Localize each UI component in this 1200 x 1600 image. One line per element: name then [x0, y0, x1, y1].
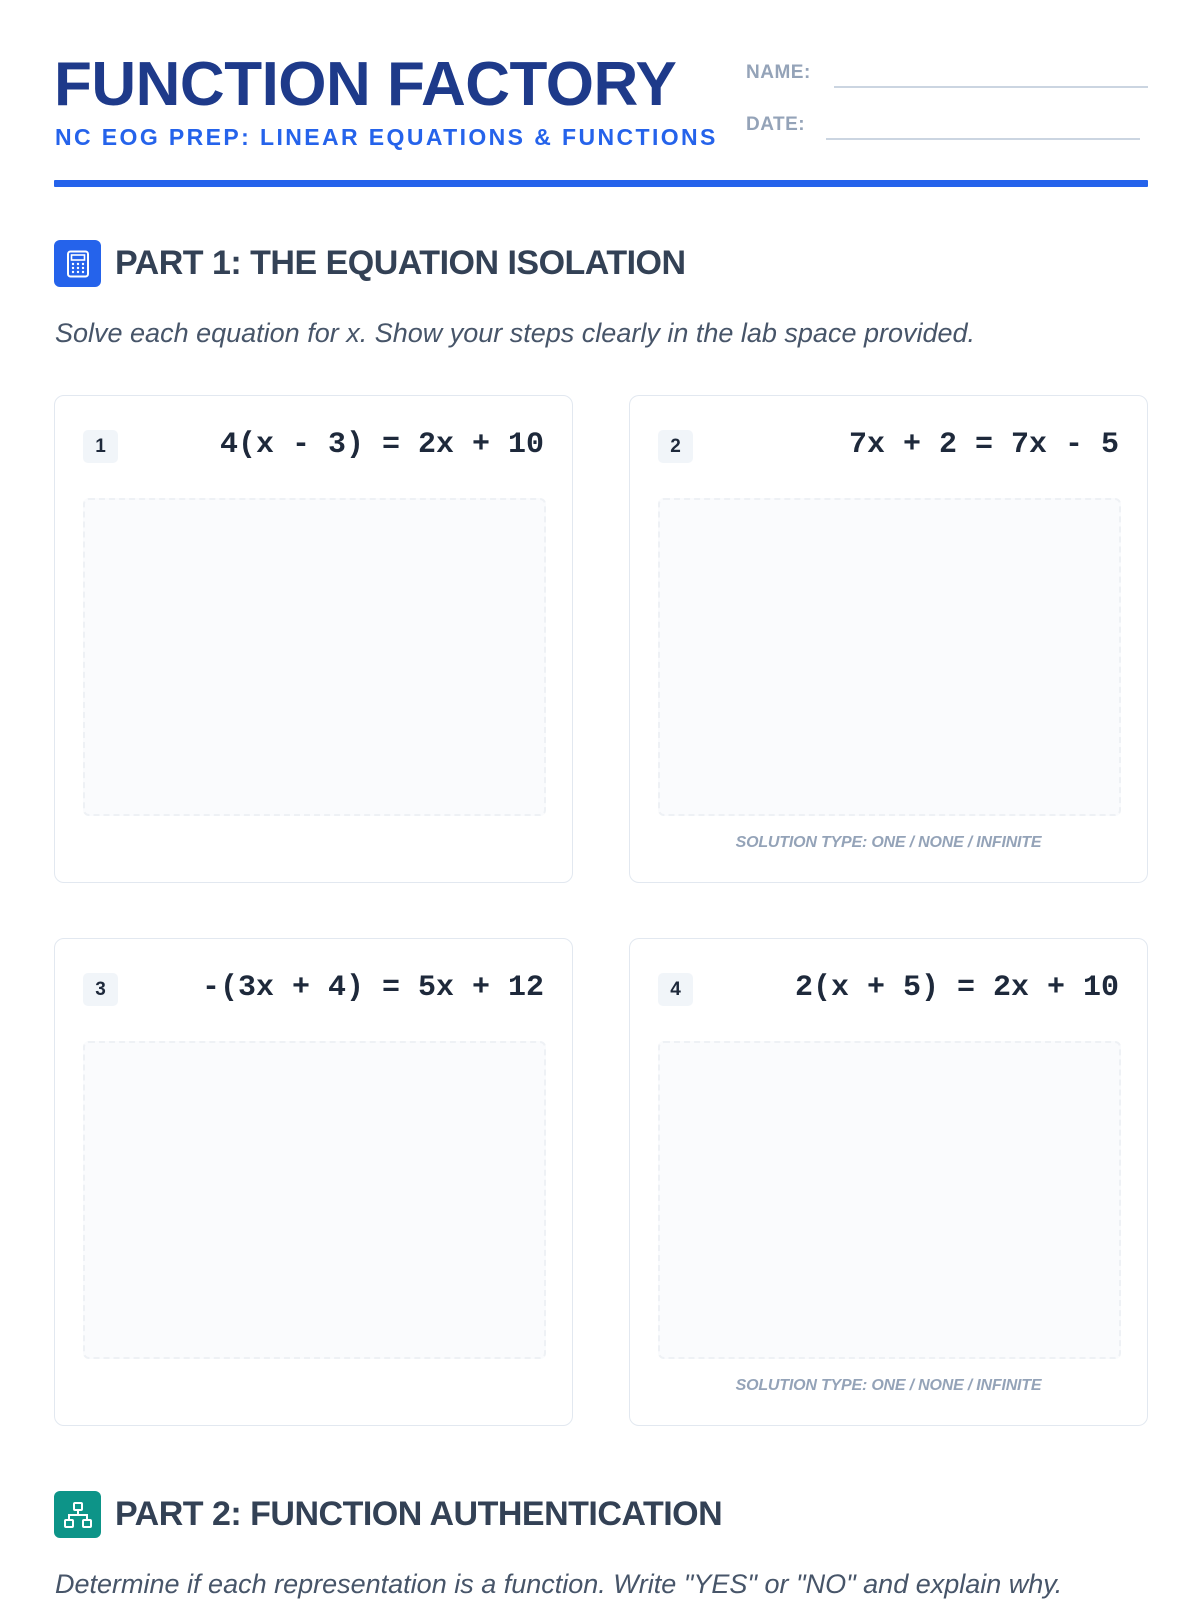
worksheet-title: FUNCTION FACTORY [54, 50, 677, 119]
problem-equation: 7x + 2 = 7x - 5 [848, 428, 1119, 462]
part2-instructions: Determine if each representation is a function. Write "YES" or "NO" and explain why. [55, 1569, 1063, 1599]
work-space[interactable] [658, 1041, 1121, 1359]
problem-card-1 [54, 395, 573, 883]
part2-heading [54, 1491, 722, 1538]
work-space[interactable] [83, 498, 546, 816]
problem-number: 3 [83, 973, 118, 1006]
sitemap-icon [54, 1491, 101, 1538]
problem-number: 2 [658, 430, 693, 463]
problem-equation: -(3x + 4) = 5x + 12 [201, 971, 544, 1005]
part1-instructions: Solve each equation for x. Show your steps clearly in the lab space provided. [55, 318, 976, 348]
date-line[interactable] [826, 138, 1140, 140]
worksheet-subtitle: NC EOG PREP: LINEAR EQUATIONS & FUNCTIONS [55, 124, 718, 150]
problem-card-2 [629, 395, 1148, 883]
work-space[interactable] [658, 498, 1121, 816]
date-label: DATE: [746, 114, 806, 135]
solution-type-prompt: SOLUTION TYPE: ONE / NONE / INFINITE [735, 834, 1042, 851]
problem-number: 1 [83, 430, 118, 463]
problem-equation: 4(x - 3) = 2x + 10 [219, 428, 544, 462]
header-divider [54, 180, 1148, 187]
part2-title: PART 2: FUNCTION AUTHENTICATION [115, 1495, 723, 1533]
work-space[interactable] [83, 1041, 546, 1359]
worksheet-header [54, 50, 1148, 187]
name-label: NAME: [746, 62, 811, 83]
problem-card-3 [54, 938, 573, 1426]
date-field[interactable] [746, 114, 1140, 136]
part1-heading [54, 240, 686, 287]
name-line[interactable] [834, 86, 1148, 88]
name-field[interactable] [746, 62, 1148, 84]
solution-type-prompt: SOLUTION TYPE: ONE / NONE / INFINITE [735, 1377, 1042, 1394]
part1-title: PART 1: THE EQUATION ISOLATION [115, 244, 686, 282]
problem-card-4 [629, 938, 1148, 1426]
calculator-icon [54, 240, 101, 287]
problem-equation: 2(x + 5) = 2x + 10 [794, 971, 1119, 1005]
problem-number: 4 [658, 973, 693, 1006]
